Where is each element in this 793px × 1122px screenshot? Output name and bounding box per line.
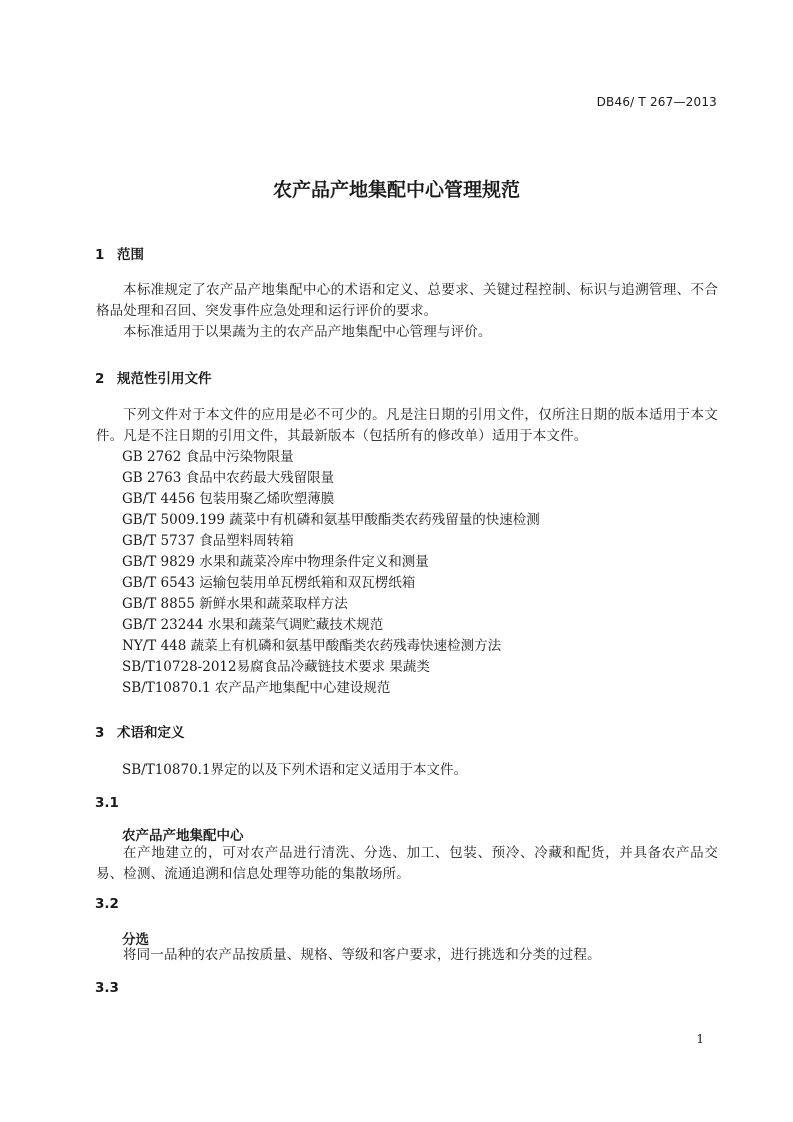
section-number: 1 [95, 247, 105, 263]
terms-intro: SB/T10870.1界定的以及下列术语和定义适用于本文件。 [122, 762, 468, 778]
term-number: 3.3 [95, 980, 119, 996]
reference-item: GB/T 5737 食品塑料周转箱 [122, 533, 294, 549]
term-number: 3.1 [95, 795, 119, 811]
term-name: 分选 [122, 932, 149, 948]
section-number: 2 [95, 371, 105, 387]
normative-refs-intro: 下列文件对于本文件的应用是必不可少的。凡是注日期的引用文件，仅所注日期的版本适用于本文件。凡是不注日期的引用文件，其最新版本（包括所有的修改单）适用于本文件。 [96, 407, 718, 444]
reference-item: GB 2762 食品中污染物限量 [122, 449, 294, 465]
page-number: 1 [696, 1032, 704, 1046]
term-definition: 在产地建立的，可对农产品进行清洗、分选、加工、包装、预冷、冷藏和配货，并具备农产品交易、检测、流通追溯和信息处理等功能的集散场所。 [96, 845, 718, 882]
reference-item: SB/T10870.1 农产品产地集配中心建设规范 [122, 680, 391, 696]
term-definition: 将同一品种的农产品按质量、规格、等级和客户要求，进行挑选和分类的过程。 [123, 947, 601, 963]
reference-item: NY/T 448 蔬菜上有机磷和氨基甲酸酯类农药残毒快速检测方法 [122, 638, 502, 654]
reference-item: GB/T 23244 水果和蔬菜气调贮藏技术规范 [122, 617, 384, 633]
reference-item: GB/T 5009.199 蔬菜中有机磷和氨基甲酸酯类农药残留量的快速检测 [122, 512, 540, 528]
reference-item: GB/T 4456 包装用聚乙烯吹塑薄膜 [122, 491, 335, 507]
document-code: DB46/ T 267—2013 [596, 95, 717, 109]
reference-item: SB/T10728-2012易腐食品冷藏链技术要求 果蔬类 [122, 659, 430, 675]
term-number: 3.2 [95, 896, 119, 912]
scope-paragraph-1: 本标准规定了农产品产地集配中心的术语和定义、总要求、关键过程控制、标识与追溯管理、不合格品处理和召回、突发事件应急处理和运行评价的要求。 [96, 282, 718, 319]
section-1-heading [95, 243, 144, 263]
section-title: 规范性引用文件 [117, 371, 212, 387]
section-2-heading [95, 367, 212, 387]
page-title: 农产品产地集配中心管理规范 [272, 179, 520, 201]
section-title: 范围 [117, 247, 144, 263]
section-title: 术语和定义 [117, 725, 185, 741]
reference-item: GB 2763 食品中农药最大残留限量 [122, 470, 335, 486]
reference-item: GB/T 8855 新鲜水果和蔬菜取样方法 [122, 596, 348, 612]
section-3-heading [95, 721, 185, 741]
term-name: 农产品产地集配中心 [122, 828, 244, 844]
section-number: 3 [95, 725, 105, 741]
scope-paragraph-2: 本标准适用于以果蔬为主的农产品产地集配中心管理与评价。 [123, 324, 492, 340]
reference-item: GB/T 6543 运输包装用单瓦楞纸箱和双瓦楞纸箱 [122, 575, 416, 591]
reference-item: GB/T 9829 水果和蔬菜冷库中物理条件定义和测量 [122, 554, 429, 570]
